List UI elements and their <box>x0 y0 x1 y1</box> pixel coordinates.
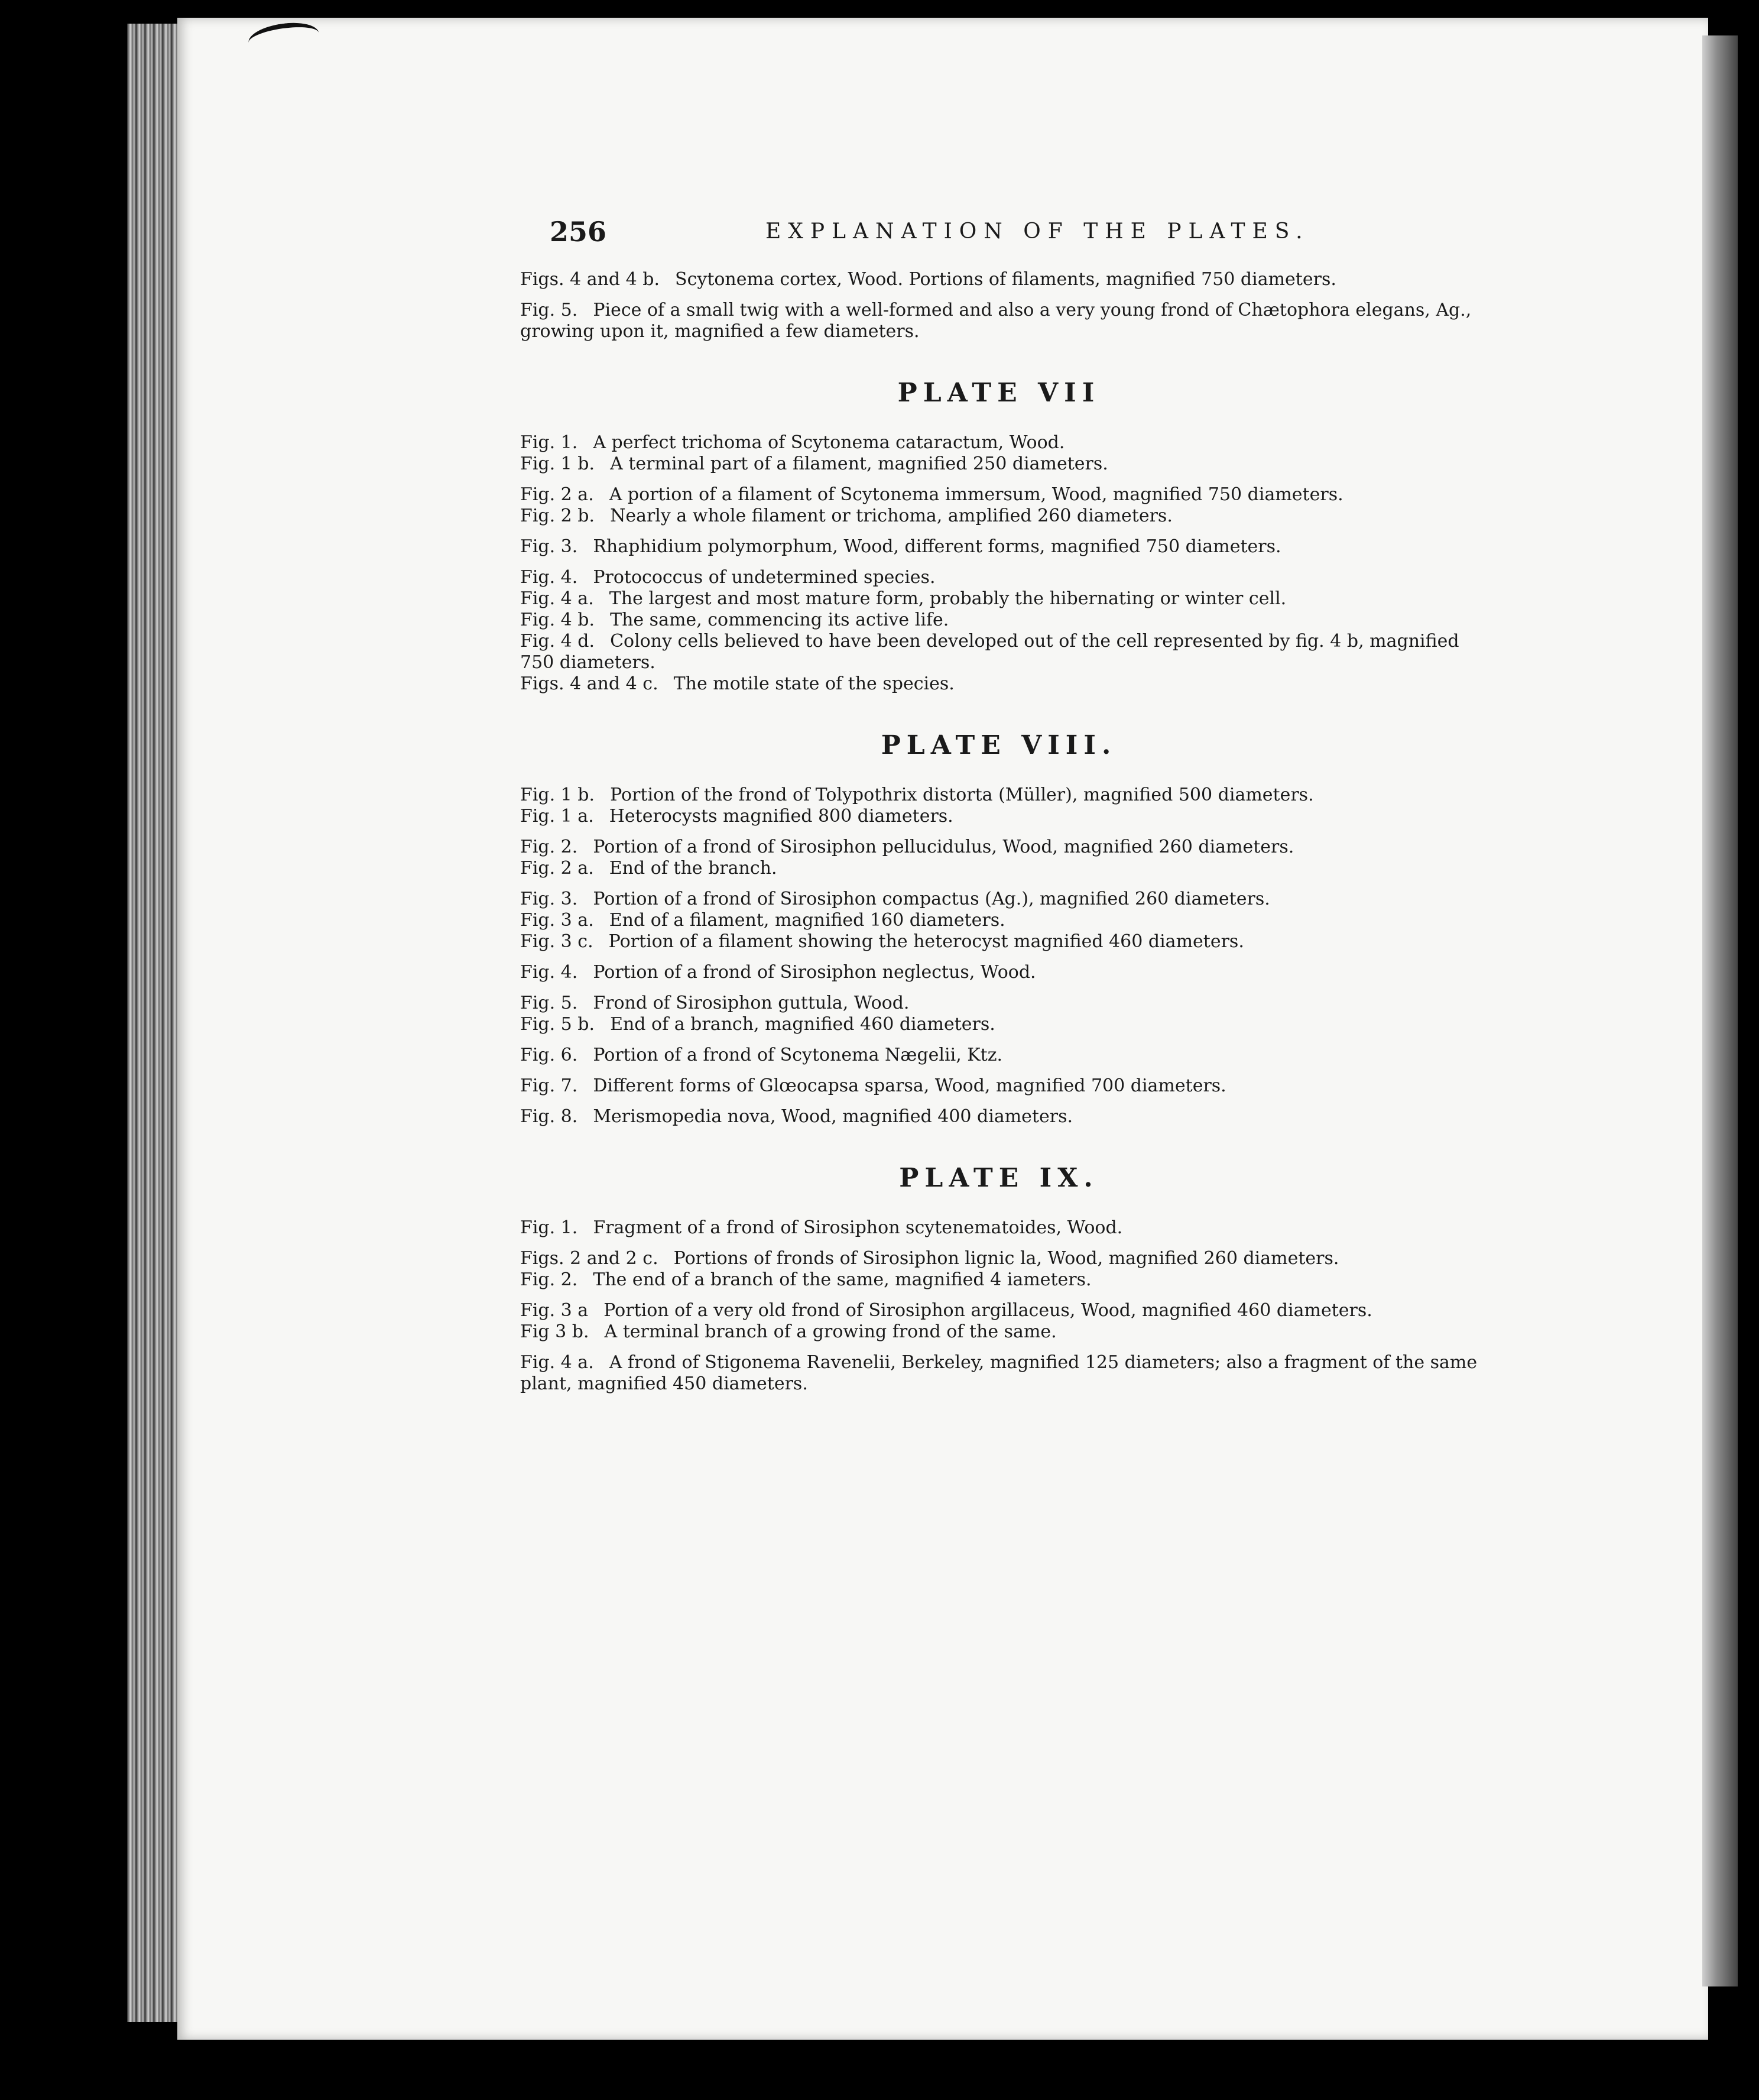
figure-entry <box>520 1106 1478 1127</box>
running-title: EXPLANATION OF THE PLATES. <box>765 219 1310 244</box>
spacer <box>520 1066 1478 1075</box>
figure-label: Fig. 2. <box>520 1269 578 1290</box>
figure-entry <box>520 1300 1478 1321</box>
figure-description: Frond of Sirosiphon guttula, Wood. <box>593 993 910 1013</box>
figure-label: Figs. 4 and 4 c. <box>520 673 658 694</box>
figure-description: End of the branch. <box>609 858 777 879</box>
spacer <box>520 1291 1478 1300</box>
figure-description: The motile state of the species. <box>673 673 955 694</box>
figure-entry <box>520 484 1478 505</box>
spacer <box>520 983 1478 993</box>
plate-title: PLATE IX. <box>899 1163 1099 1193</box>
page-header <box>550 216 1472 251</box>
page-content <box>520 269 1478 1395</box>
figure-description: Merismopedia nova, Wood, magnified 400 diameters. <box>593 1106 1073 1127</box>
figure-description: Portion of a filament showing the heterocyst magnified 460 diameters. <box>608 931 1244 952</box>
figure-entry <box>520 536 1478 558</box>
figure-label: Fig. 4 b. <box>520 610 595 630</box>
figure-entry <box>520 962 1478 983</box>
figure-label: Figs. 2 and 2 c. <box>520 1248 658 1269</box>
figure-description: Nearly a whole filament or trichoma, amplified 260 diameters. <box>610 505 1173 526</box>
intro-entry <box>520 269 1478 290</box>
spacer <box>520 952 1478 962</box>
figure-label: Fig. 4 a. <box>520 588 594 609</box>
figure-label: Fig. 2. <box>520 837 578 857</box>
figure-description: Portion of a frond of Sirosiphon compactus (Ag.), magnified 260 diameters. <box>593 889 1270 909</box>
spacer <box>520 1343 1478 1352</box>
plate-title: PLATE VII <box>897 378 1101 408</box>
figure-description: Different forms of Glœocapsa sparsa, Wood, magnified 700 diameters. <box>593 1075 1226 1096</box>
spacer <box>520 1097 1478 1106</box>
spacer <box>520 290 1478 300</box>
figure-entry <box>520 1269 1478 1291</box>
figure-description: Portion of a very old frond of Sirosiphon argillaceus, Wood, magnified 460 diameters. <box>603 1300 1372 1321</box>
figure-entry <box>520 889 1478 910</box>
figure-label: Fig. 4. <box>520 567 578 588</box>
figure-label: Fig. 6. <box>520 1045 578 1065</box>
figure-description: Portion of a frond of Sirosiphon neglectus, Wood. <box>593 962 1036 983</box>
figure-label: Fig. 2 a. <box>520 858 594 879</box>
figure-label: Figs. 4 and 4 b. <box>520 269 660 290</box>
figure-description: End of a filament, magnified 160 diameters. <box>609 910 1005 931</box>
figure-entry <box>520 837 1478 858</box>
figure-label: Fig. 1 a. <box>520 806 594 827</box>
figure-description: A frond of Stigonema Ravenelii, Berkeley, magnified 125 diameters; also a fragment of the same plant, magnified 450 diameters. <box>520 1352 1478 1394</box>
figure-entry <box>520 1217 1478 1239</box>
figure-label: Fig. 5 b. <box>520 1014 595 1035</box>
figure-description: A perfect trichoma of Scytonema cataractum, Wood. <box>593 432 1065 453</box>
spacer <box>520 879 1478 889</box>
figure-description: Portion of a frond of Sirosiphon pellucidulus, Wood, magnified 260 diameters. <box>593 837 1294 857</box>
figure-entry <box>520 1352 1478 1395</box>
figure-entry <box>520 1075 1478 1097</box>
spacer <box>520 475 1478 484</box>
figure-entry <box>520 631 1478 673</box>
figure-description: The end of a branch of the same, magnified 4 iameters. <box>593 1269 1092 1290</box>
figure-entry <box>520 673 1478 695</box>
figure-entry <box>520 993 1478 1014</box>
figure-label: Fig 3 b. <box>520 1321 589 1342</box>
figure-entry <box>520 931 1478 952</box>
figure-label: Fig. 3. <box>520 536 578 557</box>
figure-label: Fig. 5. <box>520 993 578 1013</box>
spacer <box>520 527 1478 536</box>
figure-label: Fig. 5. <box>520 300 578 320</box>
spacer <box>520 1035 1478 1045</box>
figure-description: Portion of the frond of Tolypothrix distorta (Müller), magnified 500 diameters. <box>610 785 1314 805</box>
figure-description: Heterocysts magnified 800 diameters. <box>609 806 953 827</box>
page-number: 256 <box>550 216 607 248</box>
figure-entry <box>520 1014 1478 1035</box>
figure-description: Protococcus of undetermined species. <box>593 567 936 588</box>
figure-label: Fig. 1. <box>520 1217 578 1238</box>
figure-entry <box>520 806 1478 827</box>
figure-entry <box>520 1248 1478 1269</box>
figure-description: Portions of fronds of Sirosiphon lignic la, Wood, magnified 260 diameters. <box>673 1248 1339 1269</box>
figure-entry <box>520 1321 1478 1343</box>
figure-entry <box>520 858 1478 879</box>
figure-label: Fig. 4 a. <box>520 1352 594 1373</box>
figure-label: Fig. 1 b. <box>520 453 595 474</box>
figure-label: Fig. 3 a <box>520 1300 589 1321</box>
spacer <box>520 827 1478 837</box>
plate-title: PLATE VIII. <box>881 730 1117 760</box>
figure-description: A portion of a filament of Scytonema immersum, Wood, magnified 750 diameters. <box>609 484 1343 505</box>
right-page-edge <box>1702 35 1738 1986</box>
figure-entry <box>520 505 1478 527</box>
figure-label: Fig. 4. <box>520 962 578 983</box>
figure-label: Fig. 2 b. <box>520 505 595 526</box>
spacer <box>520 1239 1478 1248</box>
figure-entry <box>520 567 1478 588</box>
figure-label: Fig. 8. <box>520 1106 578 1127</box>
spacer <box>520 558 1478 567</box>
figure-description: A terminal part of a filament, magnified 250 diameters. <box>610 453 1108 474</box>
book-page-edges <box>127 24 180 2022</box>
figure-entry <box>520 910 1478 931</box>
figure-entry <box>520 1045 1478 1066</box>
figure-label: Fig. 1. <box>520 432 578 453</box>
figure-entry <box>520 785 1478 806</box>
figure-description: Piece of a small twig with a well-formed and also a very young frond of Chætophora elegans, Ag., growing upon it, magnified a few diameters. <box>520 300 1472 342</box>
figure-label: Fig. 4 d. <box>520 631 595 652</box>
figure-entry <box>520 453 1478 475</box>
figure-label: Fig. 3. <box>520 889 578 909</box>
figure-description: Colony cells believed to have been developed out of the cell represented by fig. 4 b, magnified 750 diameters. <box>520 631 1459 673</box>
figure-entry <box>520 588 1478 610</box>
figure-description: The same, commencing its active life. <box>610 610 949 630</box>
figure-description: Portion of a frond of Scytonema Nægelii, Ktz. <box>593 1045 1003 1065</box>
figure-description: The largest and most mature form, probably the hibernating or winter cell. <box>609 588 1287 609</box>
figure-label: Fig. 7. <box>520 1075 578 1096</box>
figure-label: Fig. 1 b. <box>520 785 595 805</box>
figure-entry <box>520 432 1478 453</box>
figure-description: Scytonema cortex, Wood. Portions of filaments, magnified 750 diameters. <box>675 269 1336 290</box>
figure-label: Fig. 3 a. <box>520 910 594 931</box>
figure-description: End of a branch, magnified 460 diameters. <box>610 1014 995 1035</box>
figure-entry <box>520 610 1478 631</box>
intro-entry <box>520 300 1478 342</box>
figure-description: A terminal branch of a growing frond of the same. <box>604 1321 1057 1342</box>
figure-label: Fig. 3 c. <box>520 931 593 952</box>
figure-label: Fig. 2 a. <box>520 484 594 505</box>
figure-description: Rhaphidium polymorphum, Wood, different forms, magnified 750 diameters. <box>593 536 1281 557</box>
figure-description: Fragment of a frond of Sirosiphon scytenematoides, Wood. <box>593 1217 1123 1238</box>
